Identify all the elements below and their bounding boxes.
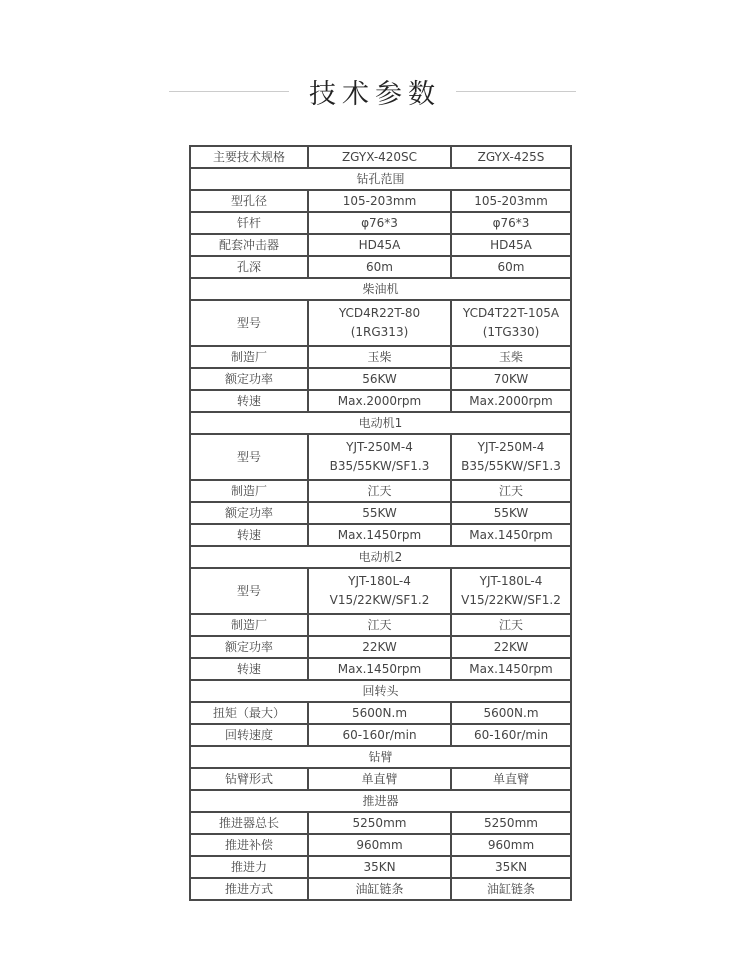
table-row <box>190 878 571 900</box>
row-value-cell-425s: 960mm <box>451 834 571 856</box>
row-value-cell-420sc <box>308 434 451 480</box>
row-value-cell-425s: 105-203mm <box>451 190 571 212</box>
table-row <box>190 346 571 368</box>
table-row <box>190 702 571 724</box>
row-value-cell-420sc: 江天 <box>308 614 451 636</box>
cell-text-line: (1RG313) <box>350 325 409 339</box>
row-value-cell-420sc: 960mm <box>308 834 451 856</box>
section-label: 柴油机 <box>190 278 571 300</box>
row-value-cell-420sc: HD45A <box>308 234 451 256</box>
section-row <box>190 168 571 190</box>
spec-table <box>189 145 572 901</box>
row-label-cell: 型号 <box>190 434 308 480</box>
row-value-cell-420sc: 22KW <box>308 636 451 658</box>
row-label-cell: 型孔径 <box>190 190 308 212</box>
table-row <box>190 480 571 502</box>
section-title-area <box>0 68 750 116</box>
row-value-cell-420sc: Max.1450rpm <box>308 658 451 680</box>
row-value-cell-425s: Max.1450rpm <box>451 658 571 680</box>
row-value-cell-420sc: 江天 <box>308 480 451 502</box>
row-label-cell: 回转速度 <box>190 724 308 746</box>
row-label-cell: 推进补偿 <box>190 834 308 856</box>
table-row <box>190 834 571 856</box>
cell-text-line: YJT-180L-4 <box>479 574 543 588</box>
row-label-cell: 额定功率 <box>190 502 308 524</box>
page-title: 技术参数 <box>309 79 441 110</box>
row-value-cell-420sc: 56KW <box>308 368 451 390</box>
section-row <box>190 746 571 768</box>
table-row <box>190 812 571 834</box>
row-label-cell: 配套冲击器 <box>190 234 308 256</box>
row-label-cell: 型号 <box>190 300 308 346</box>
row-label-cell: 转速 <box>190 524 308 546</box>
row-value-cell-425s: φ76*3 <box>451 212 571 234</box>
row-value-cell-420sc <box>308 568 451 614</box>
row-value-cell-425s: 70KW <box>451 368 571 390</box>
row-label-cell: 额定功率 <box>190 368 308 390</box>
row-value-cell-420sc: φ76*3 <box>308 212 451 234</box>
row-label-cell: 制造厂 <box>190 614 308 636</box>
table-row <box>190 190 571 212</box>
cell-text-line: B35/55KW/SF1.3 <box>329 459 430 473</box>
row-value-cell-420sc: 油缸链条 <box>308 878 451 900</box>
section-row <box>190 278 571 300</box>
row-value-cell-425s: 5600N.m <box>451 702 571 724</box>
table-row <box>190 636 571 658</box>
row-value-cell-420sc: 单直臂 <box>308 768 451 790</box>
row-label-cell: 钻臂形式 <box>190 768 308 790</box>
row-label-cell: 钎杆 <box>190 212 308 234</box>
cell-text-line: B35/55KW/SF1.3 <box>461 459 561 473</box>
table-row <box>190 434 571 480</box>
table-row <box>190 502 571 524</box>
cell-text-line: YCD4R22T-80 <box>338 306 421 320</box>
row-value-cell-420sc: 玉柴 <box>308 346 451 368</box>
row-value-cell-420sc: 5600N.m <box>308 702 451 724</box>
cell-text-line: YJT-180L-4 <box>348 574 411 588</box>
row-value-cell-420sc: 5250mm <box>308 812 451 834</box>
row-value-cell-420sc: Max.2000rpm <box>308 390 451 412</box>
table-row <box>190 524 571 546</box>
header-cell-model-425s: ZGYX-425S <box>451 146 571 168</box>
section-row <box>190 790 571 812</box>
row-value-cell-425s: 35KN <box>451 856 571 878</box>
table-row <box>190 856 571 878</box>
spec-table-body <box>190 146 571 900</box>
table-row <box>190 212 571 234</box>
row-value-cell-425s <box>451 300 571 346</box>
row-value-cell-420sc: 105-203mm <box>308 190 451 212</box>
section-row <box>190 412 571 434</box>
row-value-cell-425s: 22KW <box>451 636 571 658</box>
section-label: 钻臂 <box>190 746 571 768</box>
row-value-cell-425s: HD45A <box>451 234 571 256</box>
row-value-cell-420sc: 60-160r/min <box>308 724 451 746</box>
row-value-cell-425s: Max.2000rpm <box>451 390 571 412</box>
section-label: 推进器 <box>190 790 571 812</box>
table-row <box>190 390 571 412</box>
row-label-cell: 制造厂 <box>190 346 308 368</box>
row-value-cell-425s: 60m <box>451 256 571 278</box>
cell-text-line: V15/22KW/SF1.2 <box>461 593 561 607</box>
table-row <box>190 614 571 636</box>
row-value-cell-420sc <box>308 300 451 346</box>
row-label-cell: 推进方式 <box>190 878 308 900</box>
row-label-cell: 孔深 <box>190 256 308 278</box>
row-value-cell-425s: 60-160r/min <box>451 724 571 746</box>
table-row <box>190 768 571 790</box>
cell-text-line: YJT-250M-4 <box>477 440 545 454</box>
row-label-cell: 转速 <box>190 658 308 680</box>
table-row <box>190 300 571 346</box>
row-label-cell: 型号 <box>190 568 308 614</box>
row-value-cell-425s: 江天 <box>451 480 571 502</box>
row-label-cell: 额定功率 <box>190 636 308 658</box>
cell-text-line: YCD4T22T-105A <box>462 306 560 320</box>
row-value-cell-425s: 油缸链条 <box>451 878 571 900</box>
cell-text-line: V15/22KW/SF1.2 <box>329 593 430 607</box>
table-row <box>190 724 571 746</box>
section-row <box>190 680 571 702</box>
row-label-cell: 推进器总长 <box>190 812 308 834</box>
row-label-cell: 转速 <box>190 390 308 412</box>
row-value-cell-425s <box>451 568 571 614</box>
section-label: 钻孔范围 <box>190 168 571 190</box>
row-value-cell-420sc: 55KW <box>308 502 451 524</box>
row-value-cell-425s: 江天 <box>451 614 571 636</box>
title-divider-right <box>456 91 576 92</box>
row-value-cell-425s: 55KW <box>451 502 571 524</box>
row-label-cell: 扭矩（最大） <box>190 702 308 724</box>
row-value-cell-425s: 单直臂 <box>451 768 571 790</box>
cell-text-line: YJT-250M-4 <box>346 440 413 454</box>
table-row <box>190 368 571 390</box>
row-label-cell: 制造厂 <box>190 480 308 502</box>
table-row <box>190 658 571 680</box>
header-cell-model-420sc: ZGYX-420SC <box>308 146 451 168</box>
row-value-cell-425s: 5250mm <box>451 812 571 834</box>
row-value-cell-425s: 玉柴 <box>451 346 571 368</box>
row-value-cell-425s: Max.1450rpm <box>451 524 571 546</box>
row-value-cell-420sc: 60m <box>308 256 451 278</box>
cell-text-line: (1TG330) <box>482 325 540 339</box>
row-value-cell-420sc: 35KN <box>308 856 451 878</box>
section-label: 回转头 <box>190 680 571 702</box>
table-row <box>190 234 571 256</box>
section-row <box>190 546 571 568</box>
header-cell-spec: 主要技术规格 <box>190 146 308 168</box>
section-label: 电动机1 <box>190 412 571 434</box>
table-row <box>190 568 571 614</box>
section-label: 电动机2 <box>190 546 571 568</box>
row-value-cell-420sc: Max.1450rpm <box>308 524 451 546</box>
table-header-row <box>190 146 571 168</box>
row-label-cell: 推进力 <box>190 856 308 878</box>
table-row <box>190 256 571 278</box>
row-value-cell-425s <box>451 434 571 480</box>
